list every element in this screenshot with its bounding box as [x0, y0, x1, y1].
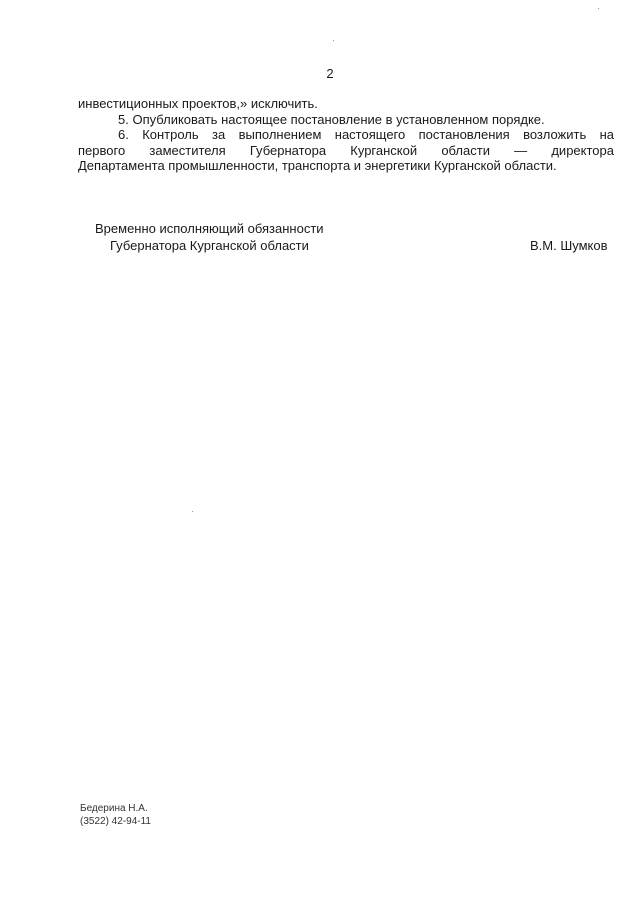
executor-name: Бедерина Н.А.: [80, 803, 148, 814]
paragraph-item-5: 5. Опубликовать настоящее постановление в установленном порядке.: [118, 111, 545, 127]
paragraph-continuation: инвестиционных проектов,» исключить.: [78, 96, 318, 111]
scan-speck: [333, 40, 334, 41]
scan-speck: [192, 511, 193, 512]
executor-phone: (3522) 42-94-11: [80, 816, 151, 827]
signatory-name: В.М. Шумков: [530, 238, 608, 253]
signatory-position-line-2: Губернатора Курганской области: [110, 238, 309, 253]
paragraph-item-6-line-1: 6. Контроль за выполнением настоящего постановления возложить на: [118, 127, 614, 142]
scan-speck: [598, 8, 599, 9]
paragraph-item-6-line-2: первого заместителя Губернатора Курганской области — директора: [78, 142, 614, 158]
signatory-position-line-1: Временно исполняющий обязанности: [95, 221, 324, 236]
document-body: [78, 96, 614, 174]
page-number: 2: [326, 66, 334, 81]
paragraph-item-6-line-3: Департамента промышленности, транспорта и энергетики Курганской области.: [78, 158, 557, 173]
